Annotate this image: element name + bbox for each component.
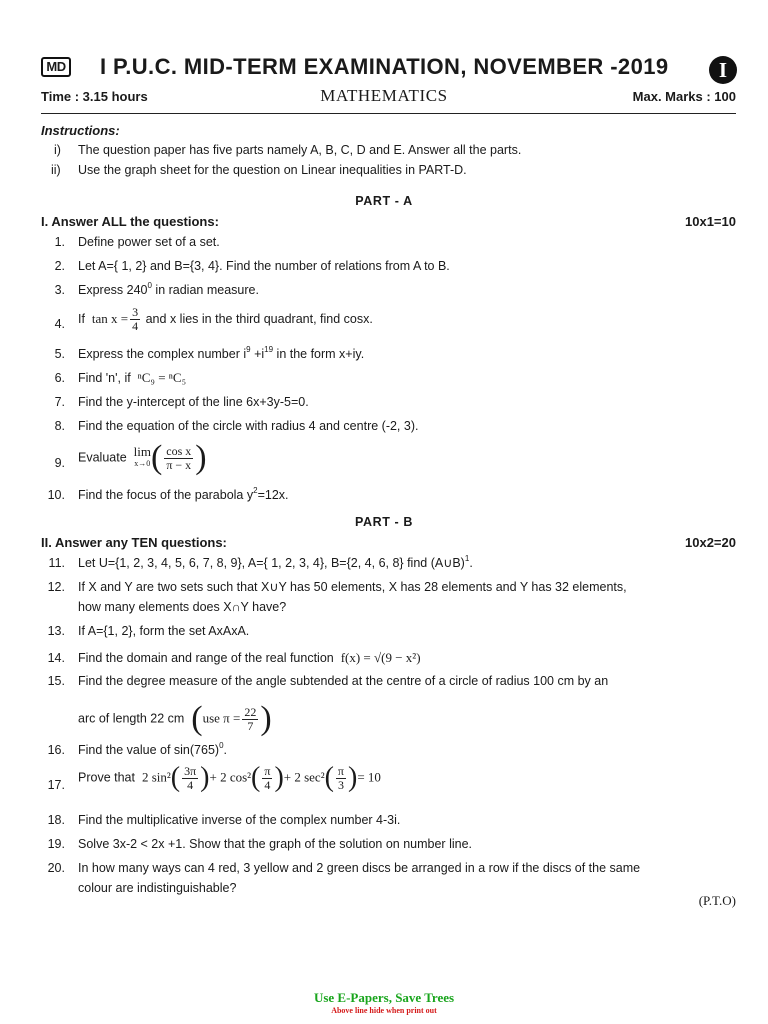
board-badge: MD (41, 57, 71, 77)
question-text: If A={1, 2}, form the set AxAxA. (78, 624, 250, 638)
part-a-title: PART - A (355, 194, 413, 208)
part-b-heading: II. Answer any TEN questions: (41, 535, 227, 550)
question-number: 15. (47, 674, 65, 688)
subject-title: MATHEMATICS (320, 86, 448, 105)
limit-operator: lim x→0 (133, 444, 151, 468)
tan-expression: tan x = (91, 310, 129, 326)
instruction-text: Use the graph sheet for the question on Linear inequalities in PART-D. (78, 163, 467, 177)
question-number: 7. (54, 395, 65, 409)
part-b-title: PART - B (354, 515, 414, 529)
question-text: Solve 3x-2 < 2x +1. Show that the graph of the solution on number line. (78, 837, 473, 851)
question-text: Let U={1, 2, 3, 4, 5, 6, 7, 8, 9}, A={ 1, 2, 3, 4}, B={2, 4, 6, 8} find (A∪B)$^1$. (78, 554, 473, 570)
question-text-continued: arc of length 22 cm (use π = $\frac{22}{7}$ ) (78, 700, 272, 737)
instruction-text: The question paper has five parts namely A, B, C, D and E. Answer all the parts. (78, 143, 522, 157)
question-text: Express $240^0$ in radian measure. (78, 281, 259, 297)
fraction: $\frac{3}{4}$ (132, 305, 139, 333)
question-number: 2. (54, 259, 65, 273)
part-a-heading: I. Answer ALL the questions: (41, 214, 219, 229)
question-text: Evaluate lim x→0 ( $\frac{\text{cos x}}{\pi - x}$ ) (78, 439, 207, 476)
question-text: Find the equation of the circle with radius 4 and centre (-2, 3). (78, 419, 419, 433)
question-text: Find the y-intercept of the line 6x+3y-5=0. (78, 395, 309, 409)
question-number: 3. (54, 283, 65, 297)
question-text: Find 'n', if ⁿC₉ = ⁿC₅ (78, 370, 187, 385)
question-text: Let A={ 1, 2} and B={3, 4}. Find the number of relations from A to B. (78, 259, 450, 273)
question-text: Prove that 2 sin²( $\frac{3\pi}{4}$ )+ 2 cos²( $\frac{\pi}{4}$ )+ 2 sec²( $\frac{\pi}{3}$ )= 10 (78, 762, 381, 793)
question-text: Find the focus of the parabola $y^2=12x$. (78, 486, 289, 502)
question-number: 8. (54, 419, 65, 433)
part-b-marks: 10x2=20 (685, 535, 736, 550)
question-text: Define power set of a set. (78, 235, 220, 249)
question-number: 12. (47, 580, 65, 594)
question-number: 18. (47, 813, 65, 827)
exam-title: I P.U.C. MID-TERM EXAMINATION, NOVEMBER -2019 (100, 54, 669, 79)
instruction-number: ii) (51, 163, 61, 177)
question-number: 10. (47, 488, 65, 502)
question-number: 11. (48, 556, 65, 570)
question-text: If X and Y are two sets such that X∪Y has 50 elements, X has 28 elements and Y has 32 elements, (78, 580, 627, 594)
header-divider (41, 113, 736, 114)
question-number: 14. (47, 651, 65, 665)
question-number: 6. (54, 371, 65, 385)
exam-time: Time : 3.15 hours (41, 89, 148, 104)
question-text: Find the multiplicative inverse of the complex number 4-3i. (78, 813, 401, 827)
question-text-continued: how many elements does X∩Y have? (78, 600, 287, 614)
part-a-marks: 10x1=10 (685, 214, 736, 229)
question-number: 9. (54, 456, 65, 470)
question-number: 17. (47, 778, 65, 792)
question-number: 19. (47, 837, 65, 851)
question-number: 13. (47, 624, 65, 638)
question-number: 16. (47, 743, 65, 757)
footer-note: Above line hide when print out (331, 1006, 437, 1015)
question-number: 5. (54, 347, 65, 361)
instructions-heading: Instructions: (41, 123, 120, 138)
series-badge: I (709, 56, 737, 84)
question-text: In how many ways can 4 red, 3 yellow and 2 green discs be arranged in a row if the discs of the same (78, 861, 641, 875)
instruction-number: i) (54, 143, 61, 157)
fraction: $\frac{22}{7}$ (244, 704, 257, 733)
footer-slogan: Use E-Papers, Save Trees (313, 990, 455, 1005)
please-turn-over: (P.T.O) (698, 893, 736, 908)
combination-expression: ⁿC₉ = ⁿC₅ (137, 370, 187, 385)
question-text-continued: colour are indistinguishable? (78, 881, 237, 895)
max-marks: Max. Marks : 100 (632, 89, 736, 104)
question-number: 20. (47, 861, 65, 875)
question-text: If tan x = $\frac{3}{4}$ and x lies in the third quadrant, find cosx. (78, 305, 373, 333)
question-text: Express the complex number $i^9 +i^{19}$ in the form x+iy. (78, 345, 365, 361)
fraction: $\frac{\text{cos x}}{\pi - x}$ (166, 443, 192, 472)
question-text: Find the value of $\sin(765)^0$. (78, 741, 227, 757)
question-number: 1. (54, 235, 65, 249)
question-text: Find the domain and range of the real function f(x) = √(9 − x²) (78, 650, 421, 665)
question-text: Find the degree measure of the angle subtended at the centre of a circle of radius 100 cm by an (78, 674, 609, 688)
question-number: 4. (54, 317, 65, 331)
function-expression: f(x) = √(9 − x²) (340, 650, 421, 665)
